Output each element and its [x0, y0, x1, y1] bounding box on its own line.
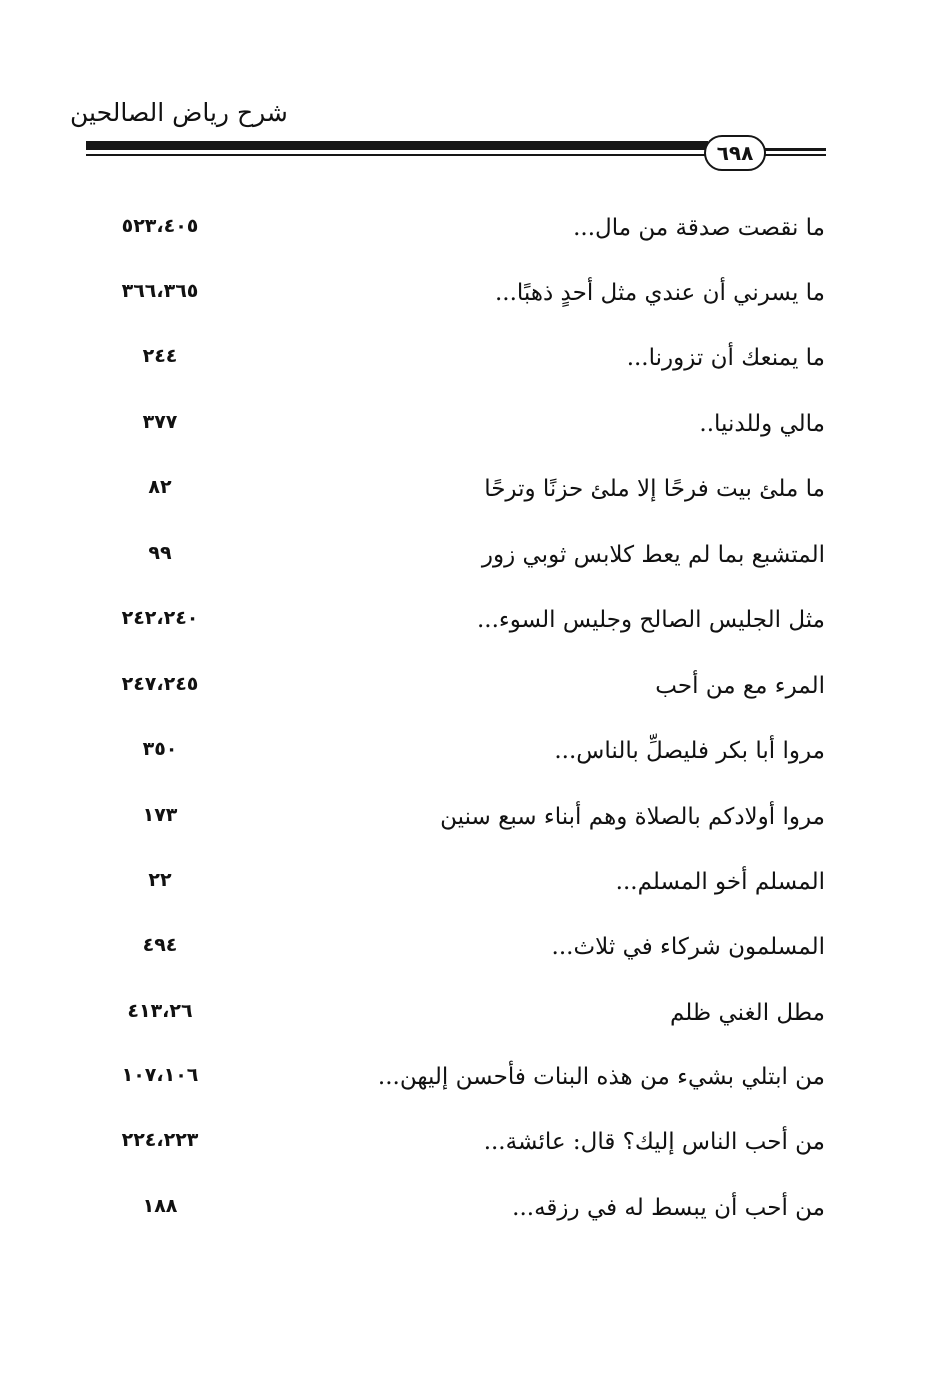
index-entry — [80, 600, 825, 650]
entry-hadith-text: مطل الغني ظلم — [669, 1000, 825, 1026]
entry-page-refs: ٣٥٠ — [142, 738, 178, 760]
entry-page-refs: ٣٦٦،٣٦٥ — [121, 280, 199, 302]
index-entry — [80, 273, 825, 323]
entry-page-refs: ٢٢ — [148, 869, 172, 891]
entry-page-refs: ٩٩ — [148, 542, 172, 564]
index-entry — [80, 862, 825, 912]
index-entry — [80, 338, 825, 388]
entry-page-refs: ٥٢٣،٤٠٥ — [121, 215, 199, 237]
entry-page-refs: ١٨٨ — [142, 1195, 178, 1217]
index-entry — [80, 208, 825, 258]
entry-hadith-text: مثل الجليس الصالح وجليس السوء... — [477, 607, 825, 633]
index-entry — [80, 927, 825, 977]
page-number: ٦٩٨ — [704, 135, 766, 171]
entry-page-refs: ٢٤٤ — [142, 345, 178, 367]
entry-page-refs: ٨٢ — [148, 476, 172, 498]
entry-hadith-text: مالي وللدنيا.. — [699, 411, 825, 437]
entry-page-refs: ٢٢٤،٢٢٣ — [121, 1129, 199, 1151]
index-entry — [80, 1122, 825, 1172]
entry-hadith-text: ما يمنعك أن تزورنا... — [626, 345, 825, 371]
entry-page-refs: ٢٤٧،٢٤٥ — [121, 673, 199, 695]
entry-hadith-text: ما ملئ بيت فرحًا إلا ملئ حزنًا وترحًا — [484, 476, 825, 502]
entry-hadith-text: المتشبع بما لم يعط كلابس ثوبي زور — [481, 542, 825, 568]
entry-page-refs: ٣٧٧ — [142, 411, 178, 433]
index-entry — [80, 1188, 825, 1238]
entry-page-refs: ٤١٣،٢٦ — [127, 1000, 193, 1022]
entry-hadith-text: المسلمون شركاء في ثلاث... — [551, 934, 825, 960]
entry-hadith-text: ما نقصت صدقة من مال... — [573, 215, 825, 241]
entry-hadith-text: من ابتلي بشيء من هذه البنات فأحسن إليهن... — [377, 1064, 825, 1090]
entry-hadith-text: المرء مع من أحب — [655, 673, 825, 699]
entry-page-refs: ٢٤٢،٢٤٠ — [121, 607, 199, 629]
entry-hadith-text: مروا أبا بكر فليصلِّ بالناس... — [554, 738, 825, 764]
index-entry — [80, 993, 825, 1043]
entry-page-refs: ١٧٣ — [142, 804, 178, 826]
index-entry — [80, 1057, 825, 1107]
index-entry — [80, 666, 825, 716]
entry-hadith-text: من أحب الناس إليك؟ قال: عائشة... — [483, 1129, 825, 1155]
entry-hadith-text: مروا أولادكم بالصلاة وهم أبناء سبع سنين — [440, 804, 825, 830]
entry-hadith-text: من أحب أن يبسط له في رزقه... — [512, 1195, 825, 1221]
entry-hadith-text: المسلم أخو المسلم... — [615, 869, 825, 895]
index-entry — [80, 535, 825, 585]
running-header-title: شرح رياض الصالحين — [70, 98, 288, 127]
entry-hadith-text: ما يسرني أن عندي مثل أحدٍ ذهبًا... — [494, 280, 825, 306]
index-entry — [80, 731, 825, 781]
entry-page-refs: ١٠٧،١٠٦ — [121, 1064, 199, 1086]
index-entry — [80, 404, 825, 454]
index-entry — [80, 797, 825, 847]
index-entry — [80, 469, 825, 519]
entry-page-refs: ٤٩٤ — [142, 934, 178, 956]
